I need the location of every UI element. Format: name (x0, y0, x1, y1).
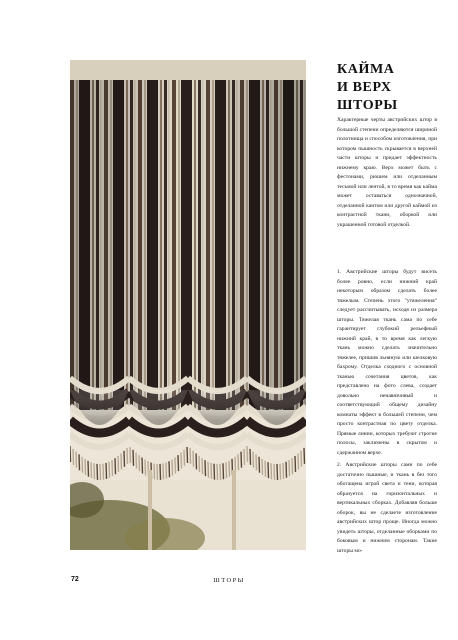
fringe-strand (166, 463, 167, 479)
intro-paragraph: Характерные черты австрийских штор в большой степени определяются шириной полотнища и способом изготовления, при котором пышность скрывается в верхней части шторы и придает эффектность нижнему краю. Верх может быть с фестонами, рюшем или отделанным тесьмой или лентой, в то время как кайма может оставаться однозначной, отделанной кантом или другой каймой из контрастной ткани, оборкой или украшенной готовой отделкой. (337, 117, 437, 228)
fringe-strand (178, 455, 179, 471)
fringe-strand (265, 461, 266, 477)
fringe-strand (283, 463, 284, 479)
fringe-strand (259, 457, 260, 473)
fringe-strand (127, 448, 128, 464)
fringe-strand (205, 460, 206, 476)
fringe-strand (196, 453, 197, 469)
fringe-strand (160, 464, 161, 480)
fringe-strand (175, 457, 176, 473)
fringe-strand (190, 448, 191, 464)
fringe-strand (280, 464, 281, 480)
fringe-strand (154, 463, 155, 479)
fringe-strand (193, 451, 194, 467)
curtain-photo (70, 60, 306, 550)
fringe-strand (247, 446, 248, 462)
fringe-strand (253, 452, 254, 468)
fringe-strand (133, 450, 134, 466)
fringe-strand (169, 461, 170, 477)
fringe-strand (145, 460, 146, 476)
fringe-strand (304, 448, 305, 464)
running-title: ШТОРЫ (213, 577, 245, 584)
fringe-strand (298, 453, 299, 469)
fringe-strand (91, 462, 92, 478)
fringe-strand (139, 455, 140, 471)
fringe-strand (226, 462, 227, 478)
fringe-strand (238, 454, 239, 470)
striped-curtain-illustration (70, 60, 306, 550)
fringe-strand (295, 456, 296, 472)
fringe-strand (199, 456, 200, 472)
fringe-strand (217, 464, 218, 480)
fringe-strand (181, 453, 182, 469)
fringe-strand (184, 450, 185, 466)
fringe-strand (103, 464, 104, 480)
fringe-strand (70, 446, 71, 462)
fringe-strand (76, 452, 77, 468)
title-line-1: КАЙМА (337, 62, 395, 77)
fringe-strand (286, 462, 287, 478)
fringe-strand (130, 447, 131, 463)
fringe-strand (262, 459, 263, 475)
fringe-strand (94, 463, 95, 479)
fringe-strand (202, 458, 203, 474)
fringe-strand (124, 451, 125, 467)
fringe-strand (223, 463, 224, 479)
fringe-strand (121, 453, 122, 469)
fringe-strand (187, 447, 188, 463)
fringe-strand (88, 461, 89, 477)
fringe-strand (109, 462, 110, 478)
fringe-strand (289, 460, 290, 476)
fringe-strand (301, 451, 302, 467)
fringe-strand (211, 463, 212, 479)
fringe-strand (163, 463, 164, 479)
fringe-strand (112, 460, 113, 476)
fringe-strand (82, 457, 83, 473)
fringe-strand (229, 461, 230, 477)
fringe-strand (106, 463, 107, 479)
fringe-strand (244, 449, 245, 465)
fringe-strand (241, 452, 242, 468)
fringe-strand (250, 449, 251, 465)
fringe-strand (73, 449, 74, 465)
fringe-strand (256, 454, 257, 470)
fringe-strand (142, 457, 143, 473)
fringe-strand (85, 459, 86, 475)
page-number: 72 (71, 576, 79, 583)
fringe-strand (271, 463, 272, 479)
fringe-strand (292, 458, 293, 474)
paragraph-1: 1. Австрийские шторы будут висеть более ровно, если нижний край некоторым образом сделать более тяжелым. Степень этого "утяжеления" следует рассчитывать, исходя из размера шторы. Тяжелая ткань сама по себе гарантирует глубокий рельефный нижний край, в то время как легкую ткань можно сделать значительно тяжелее, пришив льняную или шелковую бахрому. Отделка сходного с основной тканью сочетания цветов, как представлено на фото слева, создает довольно ненавязчивый и соответствующий общему дизайну комнаты эффект в большей степени, чем просто контрастная по цвету отделка. Прямые линии, которых требуют строгие полосы, заключены в скрытом и сдержанном верхе. (337, 269, 437, 456)
fringe-strand (172, 460, 173, 476)
fringe-strand (208, 462, 209, 478)
fringe-strand (214, 464, 215, 480)
fringe-strand (136, 453, 137, 469)
fringe-strand (277, 464, 278, 480)
fringe-strand (118, 456, 119, 472)
title-line-2: И ВЕРХ ШТОРЫ (337, 80, 398, 113)
fringe-strand (220, 464, 221, 480)
fringe-strand (274, 464, 275, 480)
fringe-strand (97, 464, 98, 480)
fringe-strand (268, 462, 269, 478)
paragraph-2: 2. Австрийские шторы сами по себе достаточно пышные, и ткань в без того обогащена игрой света и тени, которая образуется на горизонтальных и вертикальных сборках. Добавляя больше оборок, вы не сделаете изготовление австрийских штор проще. Иногда можно увидеть шторы, отделанные оборками по боковым и нижним сторонам. Такие шторы мо- (337, 462, 437, 554)
fringe-strand (100, 464, 101, 480)
article-title (337, 61, 437, 115)
fringe-strand (79, 454, 80, 470)
fringe-strand (157, 464, 158, 480)
fringe-strand (115, 458, 116, 474)
